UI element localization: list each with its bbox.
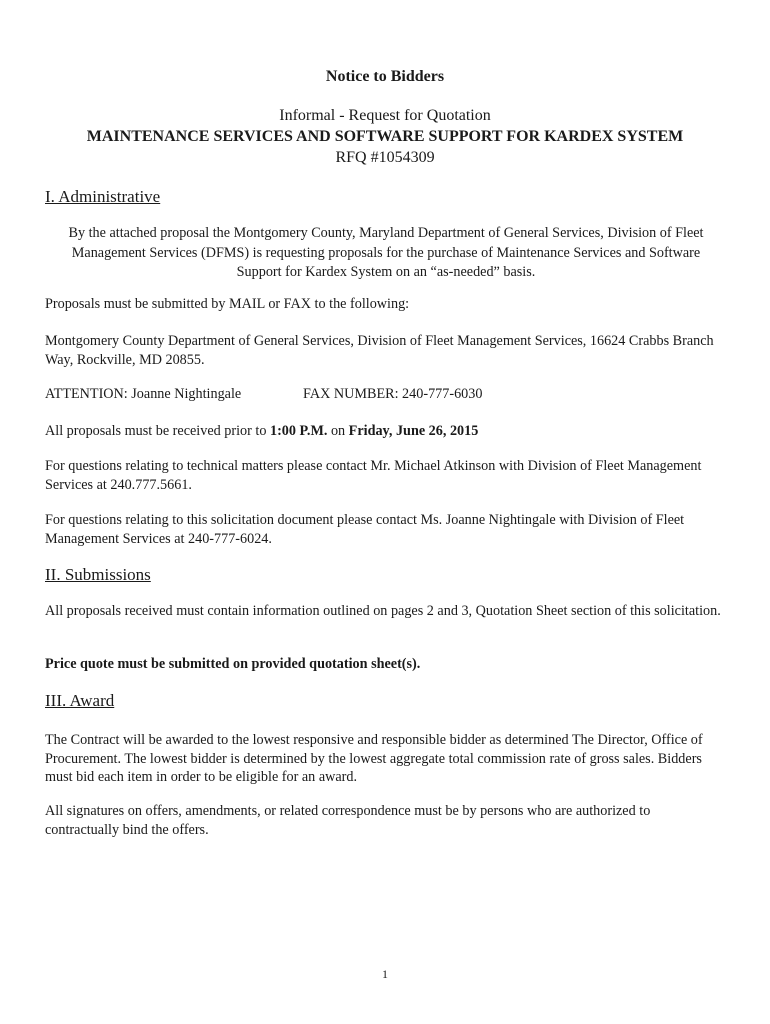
deadline-time: 1:00 P.M. [269, 423, 328, 439]
section-heading-award: III. Award [45, 691, 115, 710]
notice-title: Notice to Bidders [325, 68, 445, 85]
award-text: The Contract will be awarded to the lowest responsive and responsible bidder as determined The Director, Office of Procurement. The lowest bidder is determined by the lowest aggregate total commission rate of gross sales. Bidders must bid each item in order to be eligible for an award. [45, 732, 703, 785]
rfq-number: RFQ #1054309 [335, 149, 435, 166]
deadline-on: on [327, 423, 349, 439]
submissions-text: All proposals received must contain information outlined on pages 2 and 3, Quotation Sheet section of this solicitation. [45, 603, 721, 619]
section-heading-submissions: II. Submissions [45, 565, 151, 584]
solicitation-contact: For questions relating to this solicitation document please contact Ms. Joanne Nightingale with Division of Fleet Management Services at 240-777-6024. [45, 512, 685, 547]
section-heading-administrative: I. Administrative [45, 187, 161, 206]
signatures-text: All signatures on offers, amendments, or related correspondence must be by persons who are authorized to contractually bind the offers. [45, 803, 651, 838]
submit-instruction: Proposals must be submitted by MAIL or FAX to the following: [45, 296, 410, 312]
administrative-intro: By the attached proposal the Montgomery County, Maryland Department of General Services, Division of Fleet Management Services (DFMS) is requesting proposals for the purchase of Maintenance Services and Software Support for Kardex System on an “as-needed” basis. [68, 225, 704, 280]
quotation-note: Price quote must be submitted on provided quotation sheet(s). [45, 656, 421, 672]
deadline-line [45, 423, 478, 440]
technical-contact: For questions relating to technical matters please contact Mr. Michael Atkinson with Division of Fleet Management Services at 240.777.5661. [45, 458, 702, 493]
deadline-date: Friday, June 26, 2015 [348, 423, 479, 439]
deadline-prefix: All proposals must be received prior to [45, 423, 270, 439]
fax-number: FAX NUMBER: 240-777-6030 [303, 386, 483, 402]
project-title: MAINTENANCE SERVICES AND SOFTWARE SUPPORT FOR KARDEX SYSTEM [86, 128, 684, 145]
attention-line: ATTENTION: Joanne Nightingale [45, 386, 242, 402]
mailing-address: Montgomery County Department of General Services, Division of Fleet Management Services, 16624 Crabbs Branch Way, Rockville, MD 20855. [45, 333, 714, 368]
page-number: 1 [382, 967, 388, 981]
rfq-type: Informal - Request for Quotation [279, 107, 491, 124]
